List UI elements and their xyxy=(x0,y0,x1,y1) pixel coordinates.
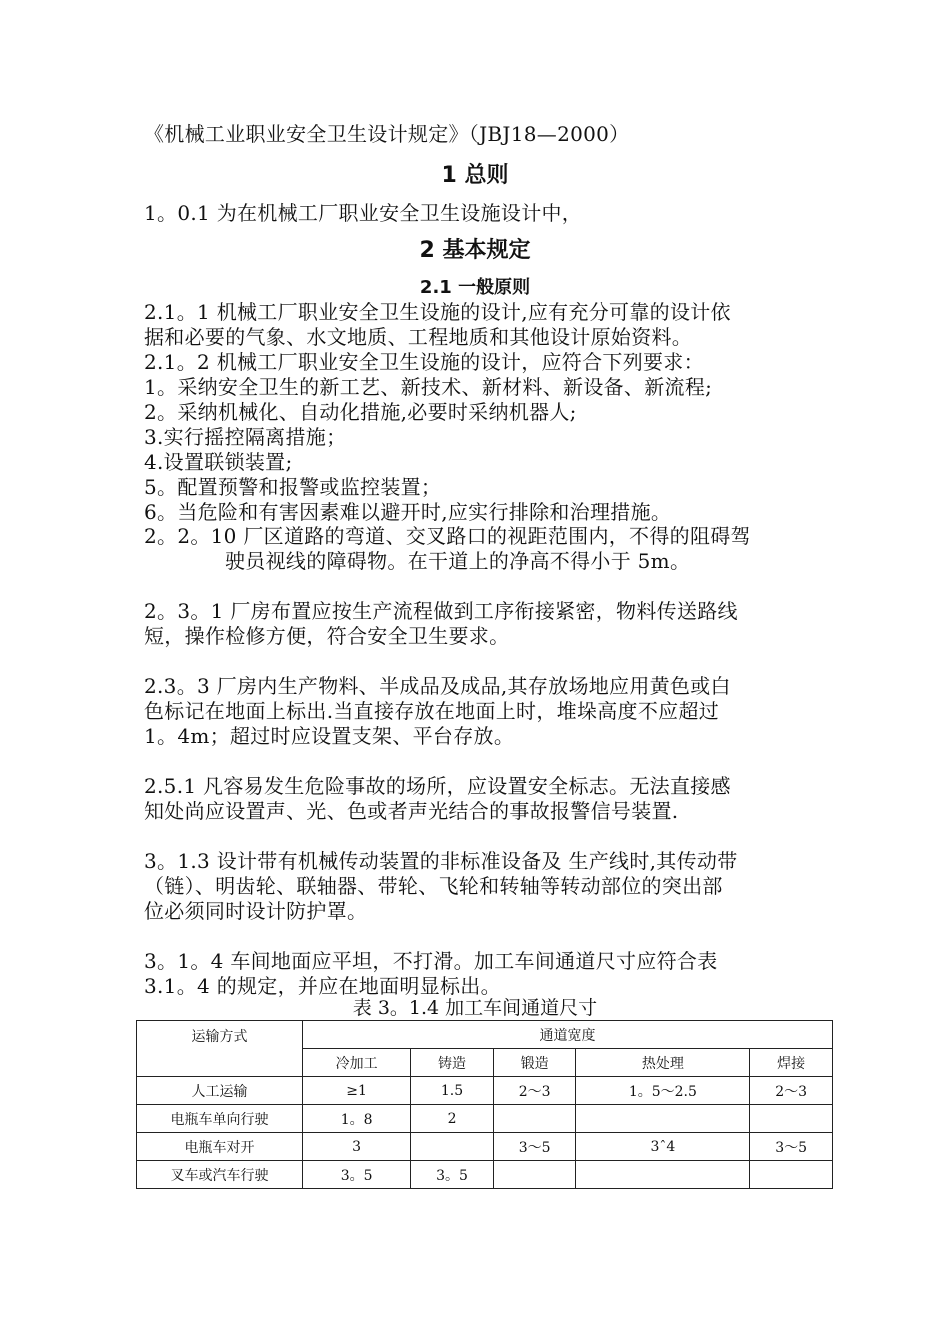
paragraph-1-0-1: 1。0.1 为在机械工厂职业安全卫生设施设计中， xyxy=(144,201,583,225)
heading-basic-provisions: 2 基本规定 xyxy=(419,238,531,263)
table-row xyxy=(137,1133,833,1161)
subheader-heat-treatment: 热处理 xyxy=(576,1049,750,1077)
paragraph-2-3-1-line-2: 短，操作检修方便，符合安全卫生要求。 xyxy=(144,624,510,648)
subheader-forging: 锻造 xyxy=(493,1049,576,1077)
table-cell: 3。5 xyxy=(303,1161,411,1189)
paragraph-2-5-1-line-1: 2.5.1 凡容易发生危险事故的场所，应设置安全标志。无法直接感 xyxy=(144,774,731,798)
list-item-6: 6。当危险和有害因素难以避开时,应实行排除和治理措施。 xyxy=(144,500,672,524)
row-label: 电瓶车单向行驶 xyxy=(137,1105,303,1133)
paragraph-2-3-1-line-1: 2。3。1 厂房布置应按生产流程做到工序衔接紧密，物料传送路线 xyxy=(144,599,738,623)
table-cell xyxy=(750,1161,833,1189)
row-label: 人工运输 xyxy=(137,1077,303,1105)
table-row xyxy=(137,1161,833,1189)
heading-general: 1 总则 xyxy=(441,163,509,188)
row-label: 电瓶车对开 xyxy=(137,1133,303,1161)
paragraph-2-1-1-line-2: 据和必要的气象、水文地质、工程地质和其他设计原始资料。 xyxy=(144,325,693,349)
paragraph-3-1-3-line-3: 位必须同时设计防护罩。 xyxy=(144,899,368,923)
table-cell: 1。8 xyxy=(303,1105,411,1133)
table-cell: 3～5 xyxy=(750,1133,833,1161)
paragraph-2-3-3-line-1: 2.3。3 厂房内生产物料、半成品及成品,其存放场地应用黄色或白 xyxy=(144,674,731,698)
paragraph-3-1-3-line-2: （链）、明齿轮、联轴器、带轮、飞轮和转轴等转动部位的突出部 xyxy=(144,874,723,898)
aisle-width-table xyxy=(136,1020,833,1189)
paragraph-2-5-1-line-2: 知处尚应设置声、光、色或者声光结合的事故报警信号装置. xyxy=(144,799,679,823)
list-item-3: 3.实行摇控隔离措施； xyxy=(144,425,347,449)
subheader-welding: 焊接 xyxy=(750,1049,833,1077)
table-cell: ≥1 xyxy=(303,1077,411,1105)
table-cell xyxy=(493,1161,576,1189)
table-cell: 1。5～2.5 xyxy=(576,1077,750,1105)
table-cell xyxy=(576,1161,750,1189)
header-transport-mode: 运输方式 xyxy=(137,1021,303,1077)
table-cell: 2～3 xyxy=(493,1077,576,1105)
subheader-casting: 铸造 xyxy=(411,1049,494,1077)
list-item-4: 4.设置联锁装置; xyxy=(144,450,293,474)
row-label: 叉车或汽车行驶 xyxy=(137,1161,303,1189)
paragraph-2-2-10-line-1: 2。2。10 厂区道路的弯道、交叉路口的视距范围内，不得的阻碍驾 xyxy=(144,524,751,548)
table-cell: 3。5 xyxy=(411,1161,494,1189)
header-aisle-width: 通道宽度 xyxy=(303,1021,833,1049)
paragraph-3-1-3-line-1: 3。1.3 设计带有机械传动装置的非标准设备及 生产线时,其传动带 xyxy=(144,849,738,873)
table-cell xyxy=(493,1105,576,1133)
list-item-1: 1。采纳安全卫生的新工艺、新技术、新材料、新设备、新流程; xyxy=(144,375,713,399)
paragraph-2-3-3-line-3: 1。4m；超过时应设置支架、平台存放。 xyxy=(144,724,515,748)
paragraph-2-2-10-line-2: 驶员视线的障碍物。在干道上的净高不得小于 5m。 xyxy=(225,549,691,573)
table-row xyxy=(137,1077,833,1105)
table-row xyxy=(137,1105,833,1133)
table-cell xyxy=(576,1105,750,1133)
paragraph-2-3-3-line-2: 色标记在地面上标出.当直接存放在地面上时，堆垛高度不应超过 xyxy=(144,699,720,723)
list-item-5: 5。配置预警和报警或监控装置； xyxy=(144,475,442,499)
table-cell: 1.5 xyxy=(411,1077,494,1105)
paragraph-3-1-4-line-1: 3。1。4 车间地面应平坦，不打滑。加工车间通道尺寸应符合表 xyxy=(144,949,718,973)
paragraph-3-1-4-line-2: 3.1。4 的规定，并应在地面明显标出。 xyxy=(144,974,501,998)
heading-general-principles: 2.1 一般原则 xyxy=(419,277,531,298)
subheader-cold-working: 冷加工 xyxy=(303,1049,411,1077)
paragraph-2-1-2: 2.1。2 机械工厂职业安全卫生设施的设计，应符合下列要求： xyxy=(144,350,704,374)
table-cell: 3 xyxy=(303,1133,411,1161)
document-title-line: 《机械工业职业安全卫生设计规定》（JBJ18—2000） xyxy=(144,122,630,146)
table-header-row xyxy=(137,1021,833,1049)
table-cell: 3～5 xyxy=(493,1133,576,1161)
table-cell: 2 xyxy=(411,1105,494,1133)
paragraph-2-1-1-line-1: 2.1。1 机械工厂职业安全卫生设施的设计,应有充分可靠的设计依 xyxy=(144,300,731,324)
table-cell xyxy=(411,1133,494,1161)
table-caption: 表 3。1.4 加工车间通道尺寸 xyxy=(352,997,598,1019)
table-cell xyxy=(750,1105,833,1133)
table-cell: 2～3 xyxy=(750,1077,833,1105)
table-cell: 3ˆ4 xyxy=(576,1133,750,1161)
list-item-2: 2。采纳机械化、自动化措施,必要时采纳机器人; xyxy=(144,400,577,424)
